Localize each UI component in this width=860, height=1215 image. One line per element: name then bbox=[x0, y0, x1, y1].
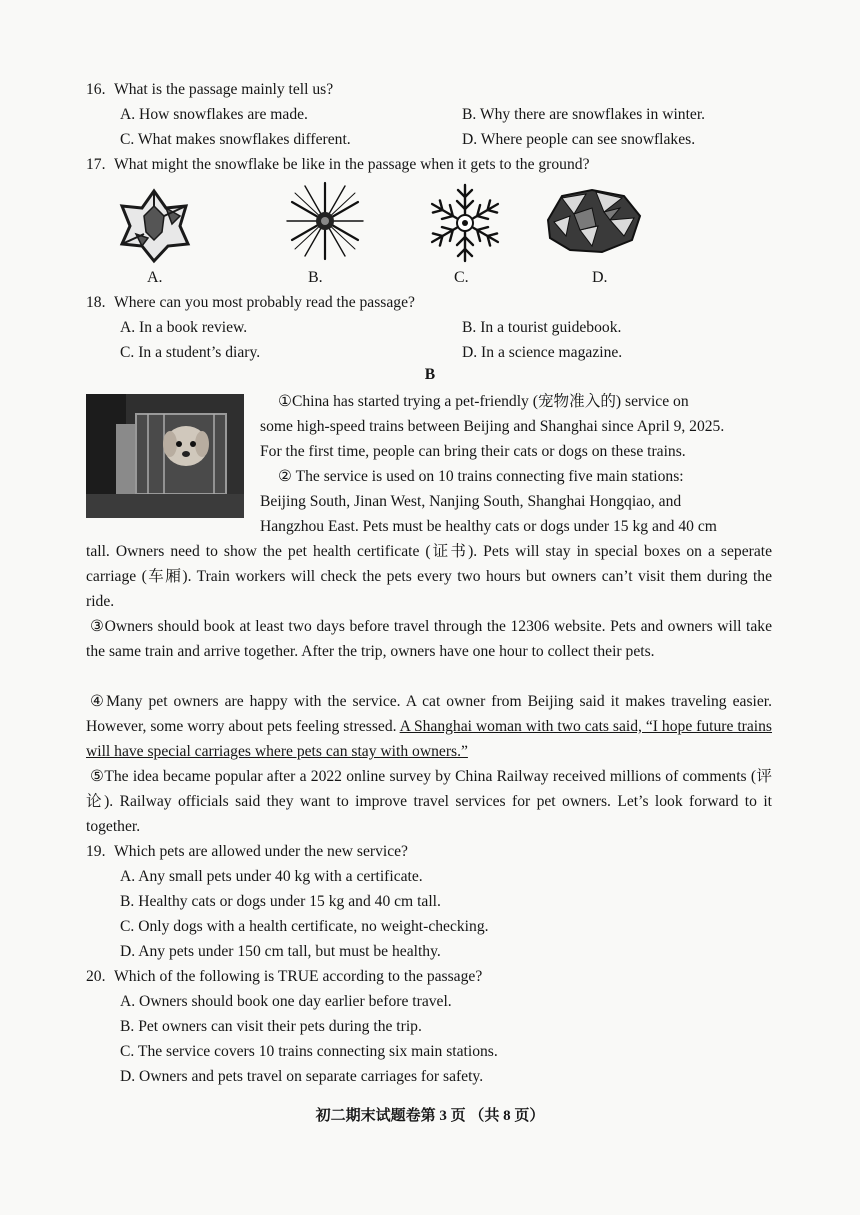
paragraph-4 bbox=[86, 689, 772, 764]
q16-option-c: C. What makes snowflakes different. bbox=[120, 131, 351, 148]
snowflake-d-image bbox=[540, 186, 644, 256]
q18-option-a: A. In a book review. bbox=[120, 319, 248, 336]
q18-option-d: D. In a science magazine. bbox=[462, 344, 623, 361]
p1-line-1: ①China has started trying a pet-friendly (宠物准入的) service on bbox=[278, 393, 689, 410]
question-stem: Which pets are allowed under the new service? bbox=[114, 843, 408, 860]
p1-line-3: For the first time, people can bring their cats or dogs on these trains. bbox=[260, 443, 686, 460]
q20-option-a: A. Owners should book one day earlier before travel. bbox=[120, 993, 452, 1010]
question-stem: What might the snowflake be like in the passage when it gets to the ground? bbox=[114, 156, 590, 173]
section-title: B bbox=[424, 366, 436, 383]
p2-line-1: ② The service is used on 10 trains connecting five main stations: bbox=[278, 468, 684, 485]
paragraph-1 bbox=[260, 389, 772, 539]
p1-line-2: some high-speed trains between Beijing and Shanghai since April 9, 2025. bbox=[260, 418, 725, 435]
q20-stem-line bbox=[86, 967, 482, 987]
question-stem: What is the passage mainly tell us? bbox=[114, 81, 334, 98]
question-stem: Which of the following is TRUE according to the passage? bbox=[114, 968, 483, 985]
question-stem: Where can you most probably read the passage? bbox=[114, 294, 415, 311]
q16-option-d: D. Where people can see snowflakes. bbox=[462, 131, 696, 148]
pet-dog-on-train-photo bbox=[86, 394, 244, 518]
q19-option-b: B. Healthy cats or dogs under 15 kg and 40 cm tall. bbox=[120, 893, 441, 910]
question-number: 16. bbox=[86, 81, 106, 98]
q19-option-c: C. Only dogs with a health certificate, no weight-checking. bbox=[120, 918, 489, 935]
q16-option-a: A. How snowflakes are made. bbox=[120, 106, 308, 123]
q18-stem-line bbox=[86, 293, 415, 313]
snowflake-b-image bbox=[284, 180, 366, 262]
q19-option-a: A. Any small pets under 40 kg with a certificate. bbox=[120, 868, 423, 885]
p2-line-3: Hangzhou East. Pets must be healthy cats or dogs under 15 kg and 40 cm bbox=[260, 518, 717, 535]
q20-option-d: D. Owners and pets travel on separate carriages for safety. bbox=[120, 1068, 484, 1085]
p2-line-2: Beijing South, Jinan West, Nanjing South, Shanghai Hongqiao, and bbox=[260, 493, 682, 510]
question-number: 20. bbox=[86, 968, 106, 985]
page-footer: 初二期末试题卷第 3 页 （共 8 页） bbox=[315, 1108, 545, 1124]
snowflake-a-image bbox=[114, 186, 194, 266]
question-number: 17. bbox=[86, 156, 106, 173]
paragraph-5: ⑤The idea became popular after a 2022 online survey by China Railway received millions of comments (评论). Railway officials said they want to improve travel services for pet owners. Let’s look forward to it together. bbox=[86, 768, 772, 835]
q16-option-b: B. Why there are snowflakes in winter. bbox=[462, 106, 706, 123]
snowflake-c-image bbox=[424, 180, 506, 266]
snowflake-d-label: D. bbox=[592, 269, 608, 286]
underlined-sentence: A Shanghai woman with two cats said, “I hope future trains will have special carriages where pets can stay with owners.” bbox=[86, 718, 772, 760]
snowflake-c-label: C. bbox=[454, 269, 469, 286]
paragraph-4-text: ④Many pet owners are happy with the service. A cat owner from Beijing said it makes traveling easier. However, some worry about pets feeling stressed. bbox=[86, 693, 772, 735]
q20-option-b: B. Pet owners can visit their pets during the trip. bbox=[120, 1018, 422, 1035]
q18-option-b: B. In a tourist guidebook. bbox=[462, 319, 622, 336]
q16-stem-line bbox=[86, 80, 333, 100]
question-number: 19. bbox=[86, 843, 106, 860]
q17-stem-line bbox=[86, 155, 590, 175]
q20-option-c: C. The service covers 10 trains connecting six main stations. bbox=[120, 1043, 498, 1060]
snowflake-b-label: B. bbox=[308, 269, 323, 286]
q19-stem-line bbox=[86, 842, 408, 862]
paragraph-2-continued: tall. Owners need to show the pet health certificate (证书). Pets will stay in special boxes on a seperate carriage (车厢). Train workers will check the pets every two hours but owners can’t visit them during the ride. bbox=[86, 543, 772, 610]
paragraph-3: ③Owners should book at least two days before travel through the 12306 website. Pets and owners will take the same train and arrive together. After the trip, owners have one hour to collect their pets. bbox=[86, 618, 772, 660]
question-number: 18. bbox=[86, 294, 106, 311]
snowflake-a-label: A. bbox=[147, 269, 163, 286]
q18-option-c: C. In a student’s diary. bbox=[120, 344, 261, 361]
q19-option-d: D. Any pets under 150 cm tall, but must be healthy. bbox=[120, 943, 441, 960]
